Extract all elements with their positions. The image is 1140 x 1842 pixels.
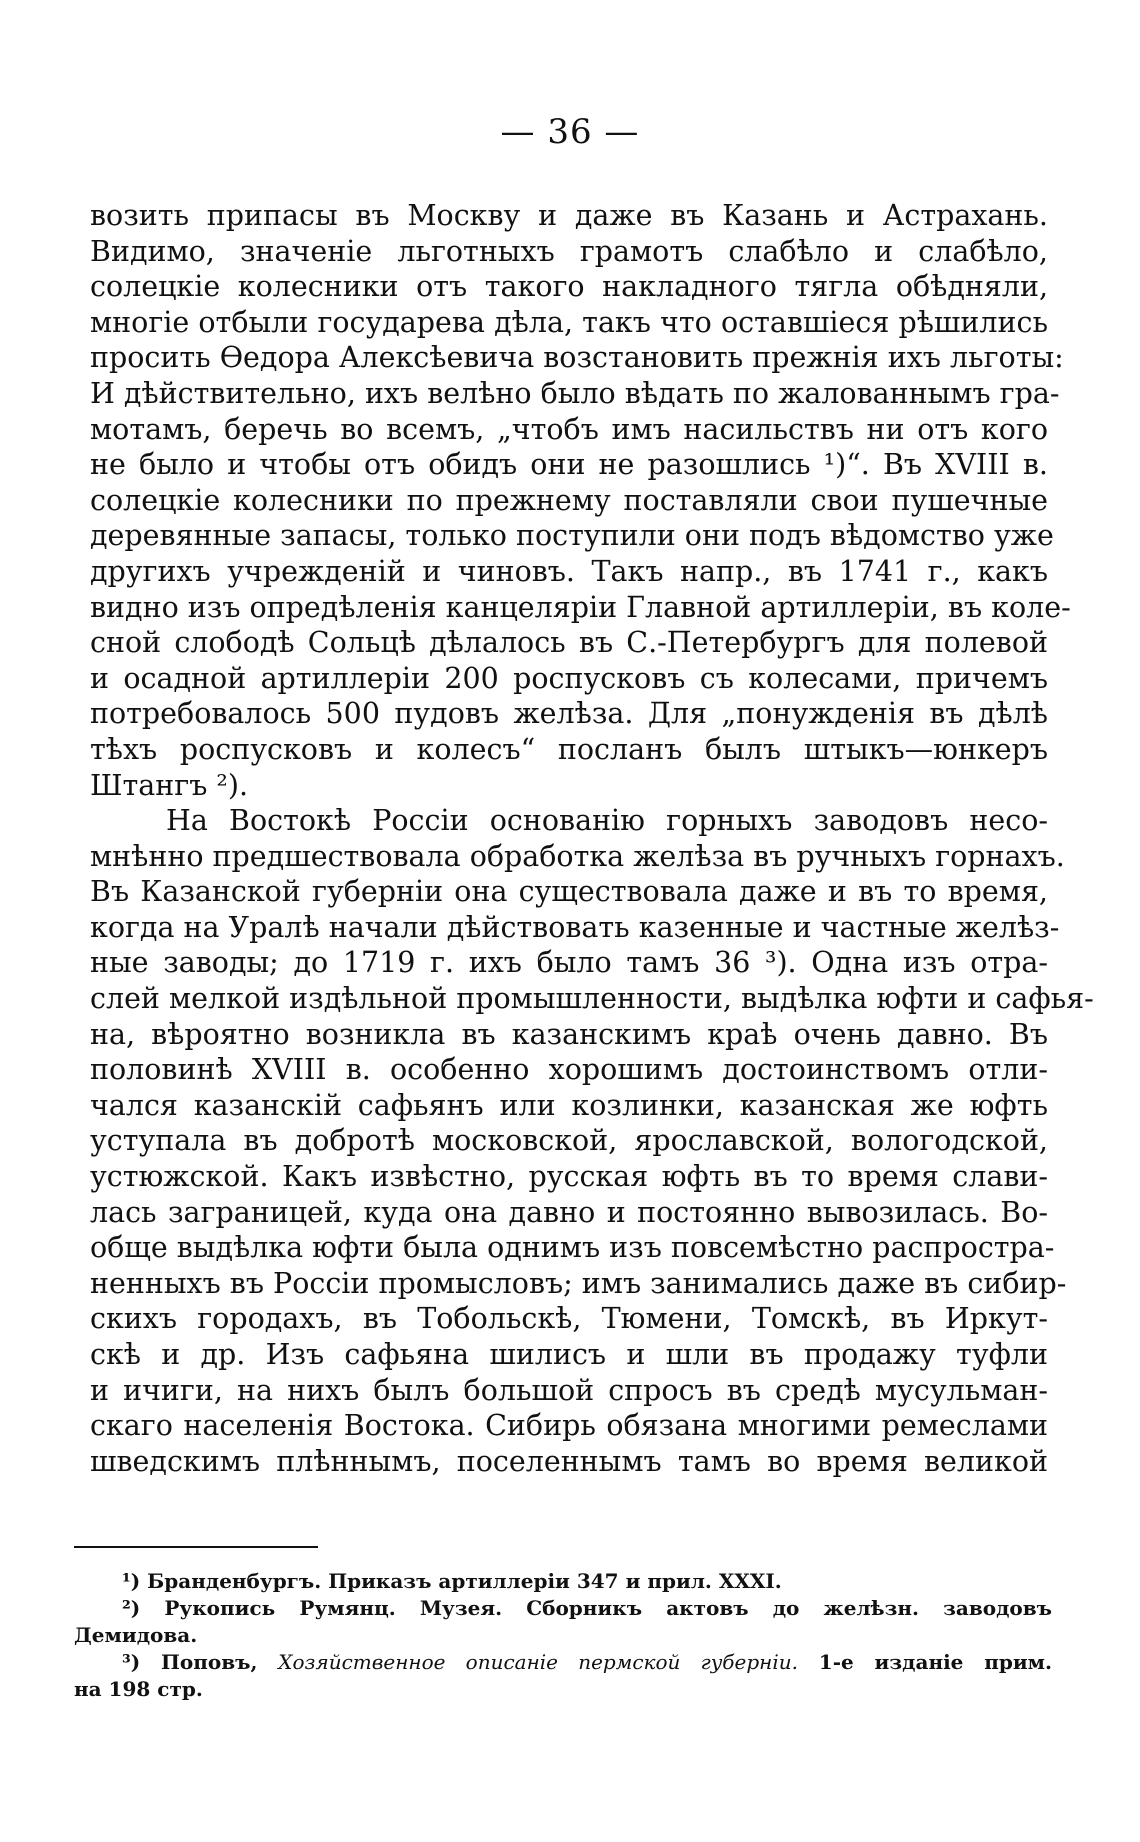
body-line: устюжской. Какъ извѣстно, русская юфть въ то время слави- [90, 1160, 1048, 1194]
body-line: скихъ городахъ, въ Тобольскѣ, Тюмени, Томскѣ, въ Иркут- [90, 1302, 1048, 1336]
body-line: и ичиги, на нихъ былъ большой спросъ въ средѣ мусульман- [90, 1373, 1048, 1407]
footnotes [74, 1568, 1052, 1703]
body-line: просить Өедора Алексѣевича возстановить прежнія ихъ льготы: [90, 341, 1064, 375]
body-line: обще выдѣлка юфти была однимъ изъ повсемѣстно распростра- [90, 1231, 1055, 1265]
body-line: Видимо, значеніе льготныхъ грамотъ слабѣло и слабѣло, [90, 234, 1048, 268]
body-line: На Востокѣ Россіи основанію горныхъ заводовъ несо- [166, 804, 1048, 838]
page-number: — 36 — [500, 112, 640, 152]
body-line: видно изъ опредѣленія канцеляріи Главной артиллеріи, въ коле- [90, 590, 1071, 624]
body-line: потребовалось 500 пудовъ желѣза. Для „понужденія въ дѣлѣ [90, 697, 1048, 731]
body-line: скѣ и др. Изъ сафьяна шилисъ и шли въ продажу туфли [90, 1338, 1048, 1371]
body-line: уступала въ добротѣ московской, ярославской, вологодской, [90, 1124, 1048, 1158]
footnote-3-author: ³) Поповъ, [122, 1650, 258, 1674]
body-line: мнѣнно предшествовала обработка желѣза въ ручныхъ горнахъ. [90, 839, 1065, 873]
body-line: деревянные запасы, только поступили они подъ вѣдомство уже [90, 519, 1054, 553]
footnote-3 [74, 1649, 1052, 1676]
body-text [90, 198, 1094, 1479]
footnote-divider [74, 1546, 318, 1548]
body-line: мотамъ, беречь во всемъ, „чтобъ имъ насильствъ ни отъ кого [90, 412, 1048, 446]
body-line: слей мелкой издѣльной промышленности, выдѣлка юфти и сафья- [90, 982, 1094, 1016]
footnote-3-edition: 1-е изданіе прим. [818, 1650, 1053, 1674]
footnote-1: ¹) Бранденбургъ. Приказъ артиллеріи 347 и прил. XXXI. [122, 1569, 782, 1593]
body-line: возить припасы въ Москву и даже въ Казань и Астрахань. [90, 199, 1048, 232]
body-line: многіе отбыли государева дѣла, такъ что оставшіеся рѣшились [90, 305, 1048, 339]
body-line: чался казанскій сафьянъ или козлинки, казанская же юфть [90, 1088, 1048, 1122]
footnote-2: ²) Рукопись Румянц. Музея. Сборникъ актовъ до желѣзн. заводовъ [122, 1596, 1052, 1620]
body-line: Штангъ ²). [90, 768, 249, 802]
body-line: другихъ учрежденій и чиновъ. Такъ напр., въ 1741 г., какъ [90, 554, 1048, 588]
body-line: Въ Казанской губерніи она существовала даже и въ то время, [90, 875, 1048, 909]
footnote-3-continuation: на 198 стр. [74, 1677, 203, 1701]
body-line: сной слободѣ Сольцѣ дѣлалось въ С.-Петербургъ для полевой [90, 626, 1048, 660]
body-line: когда на Уралѣ начали дѣйствовать казенные и частные желѣз- [90, 910, 1060, 944]
body-line: и осадной артиллеріи 200 роспусковъ съ колесами, причемъ [90, 661, 1048, 695]
body-line: солецкіе колесники по прежнему поставляли свои пушечные [90, 483, 1048, 517]
body-line: И дѣйствительно, ихъ велѣно было вѣдать по жалованнымъ гра- [90, 376, 1060, 410]
body-line: не было и чтобы отъ обидъ они не разошлись ¹)“. Въ XVIII в. [90, 448, 1048, 482]
body-line: лась заграницей, куда она давно и постоянно вывозилась. Во- [90, 1195, 1048, 1229]
body-line: скаго населенія Востока. Сибирь обязана многими ремеслами [90, 1409, 1048, 1443]
body-line: половинѣ XVIII в. особенно хорошимъ достоинствомъ отли- [90, 1053, 1048, 1087]
body-line: шведскимъ плѣннымъ, поселеннымъ тамъ во время великой [90, 1444, 1048, 1478]
body-line: ные заводы; до 1719 г. ихъ было тамъ 36 ³). Одна изъ отра- [90, 946, 1048, 980]
footnote-3-title: Хозяйственное описаніе пермской губерніи. [278, 1650, 798, 1674]
body-line: на, вѣроятно возникла въ казанскимъ краѣ очень давно. Въ [90, 1017, 1048, 1051]
body-line: тѣхъ роспусковъ и колесъ“ посланъ былъ штыкъ—юнкеръ [90, 732, 1048, 766]
footnote-2-continuation: Демидова. [74, 1623, 198, 1647]
body-line: солецкіе колесники отъ такого накладного тягла обѣдняли, [90, 270, 1048, 304]
body-line: ненныхъ въ Россіи промысловъ; имъ занимались даже въ сибир- [90, 1266, 1067, 1300]
